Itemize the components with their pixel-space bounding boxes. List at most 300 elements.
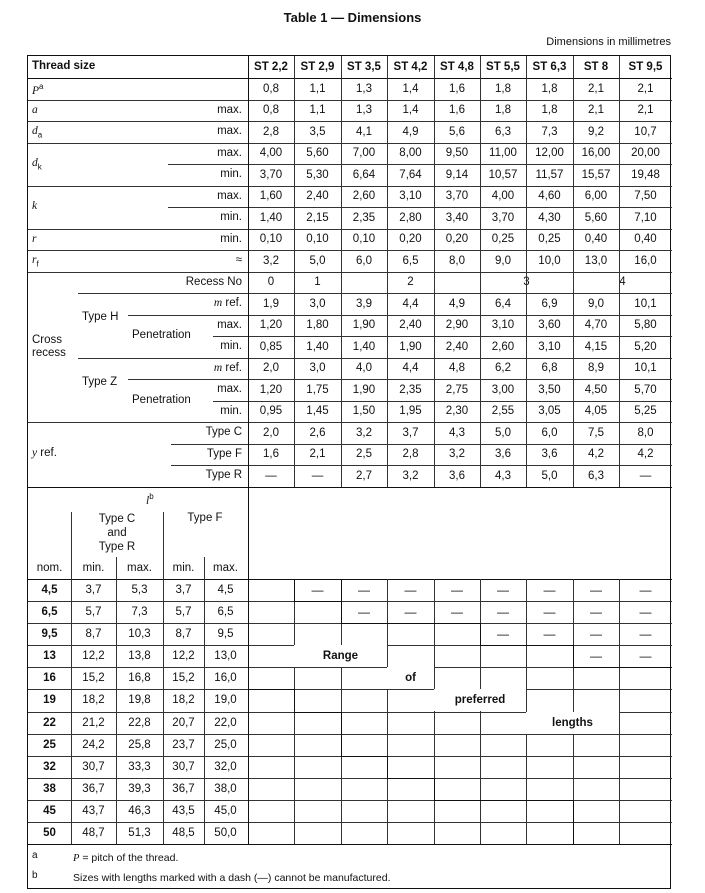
f-max-cell: 6,5 [217, 606, 234, 619]
rule [28, 272, 248, 273]
size-header-4: ST 4,8 [440, 61, 474, 73]
row-2-cell: 2,8 [263, 125, 279, 138]
row-8-cell: 5,0 [309, 254, 326, 267]
length-grid-cell [248, 667, 294, 689]
qualifier-1: max. [217, 103, 242, 116]
rule [71, 579, 72, 844]
length-grid-cell [526, 778, 573, 800]
row-2-cell: 3,5 [309, 125, 326, 138]
rule [341, 579, 342, 623]
length-grid-cell [526, 734, 573, 756]
row-4-cell: 9,14 [445, 168, 469, 181]
row-5-cell: 4,00 [491, 190, 515, 203]
length-grid-cell [294, 623, 341, 645]
yref-type_r-label: Type R [205, 469, 242, 481]
row-1-cell: 1,6 [449, 104, 465, 117]
length-grid-cell [248, 689, 294, 711]
row-3-cell: 11,00 [489, 147, 517, 160]
rule [294, 601, 341, 602]
type_h-mref-cell: 1,9 [263, 297, 279, 310]
length-grid-cell [526, 667, 573, 689]
type_z-max-cell: 3,50 [538, 383, 561, 396]
type_h-min-cell: 4,15 [584, 340, 608, 353]
length-grid-cell [248, 579, 294, 601]
qualifier-3: max. [217, 146, 242, 159]
row-4-cell: 15,57 [581, 168, 611, 181]
row-2-cell: 6,3 [495, 125, 511, 138]
length-grid-cell [526, 800, 573, 822]
cr-min-cell: 48,7 [82, 826, 105, 839]
row-8-cell: 6,0 [356, 254, 372, 267]
nom-cell: 45 [43, 804, 56, 817]
type_z-max-cell: 4,50 [584, 383, 608, 396]
row-4-cell: 10,57 [488, 168, 518, 181]
cr-max-cell: 7,3 [131, 606, 148, 619]
f-min-cell: 8,7 [175, 628, 192, 641]
length-grid-cell: — [543, 583, 556, 598]
length-grid-cell [341, 756, 387, 778]
row-7-cell: 0,25 [491, 233, 515, 246]
qualifier-5: max. [217, 189, 242, 202]
yref-type_f-label: Type F [206, 447, 242, 460]
rule [128, 379, 248, 380]
nom-cell: 38 [43, 782, 56, 795]
f-min-cell: 23,7 [172, 738, 195, 751]
row-0-cell: 1,8 [495, 82, 511, 95]
yref-type_f-cell: 3,6 [495, 448, 511, 461]
row-0-cell: 1,4 [402, 82, 419, 95]
row-1-cell: 2,1 [637, 104, 654, 117]
length-grid-cell [619, 778, 672, 800]
type-c-and-r-header: Type C and Type R [98, 512, 136, 553]
recess-no-0: 0 [267, 276, 275, 289]
l-header: $l^b$ [146, 491, 154, 507]
row-7-cell: 0,40 [584, 233, 608, 246]
qualifier-7: min. [220, 232, 242, 245]
length-grid-cell: — [451, 605, 463, 620]
f-min-cell: 12,2 [172, 650, 195, 663]
type_h-min-cell: 2,40 [445, 340, 469, 353]
length-grid-cell [480, 778, 526, 800]
size-header-1: ST 2,9 [300, 61, 335, 73]
row-5-cell: 2,40 [306, 190, 329, 203]
length-grid-cell [573, 778, 619, 800]
length-grid-cell [294, 756, 341, 778]
rule [163, 579, 164, 844]
rule [526, 56, 527, 487]
yref-type_r-cell: 3,6 [449, 469, 465, 482]
length-grid-cell [294, 822, 341, 844]
row-1-cell: 0,8 [263, 104, 279, 117]
range-word-1: of [387, 667, 434, 689]
length-grid-cell [341, 623, 387, 645]
yref-type_r-cell: 6,3 [588, 469, 604, 482]
symbol-2: $d_a$ [32, 125, 43, 140]
type_h-min-cell: 1,90 [399, 340, 422, 353]
type_z-penetration-label: Penetration [132, 393, 191, 406]
length-grid-cell [434, 822, 480, 844]
pen-min-label-0: min. [220, 340, 242, 352]
cr-max-cell: 33,3 [128, 760, 151, 773]
rule [171, 465, 248, 466]
length-grid-cell [573, 689, 619, 711]
recess-no-3: 3 [523, 276, 530, 289]
length-grid-cell [526, 689, 573, 711]
row-7-cell: 0,40 [634, 233, 657, 246]
f-max-cell: 9,5 [217, 628, 234, 641]
row-2-cell: 7,3 [541, 125, 558, 138]
f-min-cell: 36,7 [172, 782, 195, 795]
type_h-mref-cell: 6,4 [495, 297, 511, 310]
type_h-min-cell: 1,40 [352, 340, 376, 353]
length-grid-cell [387, 645, 434, 667]
nom-cell: 50 [43, 826, 56, 839]
row-3-cell: 8,00 [399, 147, 422, 160]
row-6-cell: 4,30 [538, 211, 561, 224]
length-grid-cell [526, 822, 573, 844]
length-grid-cell [387, 623, 434, 645]
cross-recess-label: Cross recess [32, 333, 66, 359]
type_z-max-cell: 5,70 [634, 383, 657, 396]
qualifier-8: ≈ [235, 254, 242, 266]
length-grid-cell [294, 734, 341, 756]
length-grid-cell [248, 645, 294, 667]
footnote-text-b: Sizes with lengths marked with a dash (—) cannot be manufactured. [73, 872, 391, 884]
type_z-min-cell: 2,55 [491, 405, 515, 418]
size-header-2: ST 3,5 [347, 61, 381, 73]
rule [294, 579, 295, 601]
length-grid-cell [387, 756, 434, 778]
row-3-cell: 5,60 [306, 147, 329, 160]
row-1-cell: 1,8 [495, 104, 511, 117]
symbol-8: $r_f$ [32, 254, 39, 269]
rule [341, 756, 387, 757]
length-grid-cell [248, 712, 294, 734]
yref-type_r-cell: 3,2 [402, 469, 419, 482]
f-max-cell: 4,5 [217, 584, 234, 597]
yref-type_c-cell: 2,6 [309, 426, 326, 439]
length-grid-cell [434, 800, 480, 822]
f-min-cell: 48,5 [172, 826, 195, 839]
cr-min-cell: 8,7 [85, 628, 102, 641]
row-4-cell: 5,30 [306, 168, 329, 181]
footnote-mark-b: b [32, 870, 38, 881]
qualifier-6: min. [220, 211, 242, 223]
symbol-7: r [32, 232, 37, 245]
length-grid-cell [526, 645, 573, 667]
symbol-3: $d_k$ [32, 157, 42, 172]
yref-label: y ref. [32, 447, 57, 460]
length-grid-cell [573, 734, 619, 756]
thread-size-label: Thread size [32, 60, 96, 72]
f-min-cell: 15,2 [172, 672, 195, 685]
type_z-max-cell: 1,20 [259, 383, 283, 396]
length-grid-cell [341, 734, 387, 756]
row-0-cell: 1,8 [541, 82, 558, 95]
cr-max-cell: 19,8 [128, 694, 151, 707]
row-5-cell: 3,70 [445, 190, 469, 203]
row-7-cell: 0,10 [306, 233, 329, 246]
rule [28, 422, 248, 423]
length-grid-cell [480, 734, 526, 756]
type_h-mref-cell: 3,9 [356, 297, 372, 310]
yref-type_c-label: Type C [205, 426, 242, 438]
row-5-cell: 4,60 [538, 190, 561, 203]
rule [434, 56, 435, 487]
length-grid-cell [573, 756, 619, 778]
rule [480, 579, 481, 844]
nom-cell: 32 [43, 760, 56, 773]
nom-cell: 4,5 [41, 584, 58, 597]
yref-type_c-cell: 7,5 [588, 426, 604, 439]
type_h-penetration-label: Penetration [132, 329, 191, 341]
pen-max-label-0: max. [217, 318, 242, 331]
cr-max-cell: 46,3 [128, 804, 151, 817]
type_h-mref-cell: 10,1 [634, 297, 657, 310]
row-5-cell: 2,60 [352, 190, 376, 203]
row-7-cell: 0,25 [538, 233, 561, 246]
f-max-cell: 13,0 [214, 650, 237, 663]
cr-min-cell: 30,7 [82, 760, 105, 773]
row-4-cell: 6,64 [352, 168, 376, 181]
f-min-header: min. [172, 562, 195, 574]
type_z-label: Type Z [82, 375, 118, 388]
row-2-cell: 4,1 [356, 125, 372, 138]
length-grid-cell [619, 822, 672, 844]
type_z-max-cell: 1,90 [352, 383, 376, 396]
recess-no-2: 2 [407, 276, 414, 289]
row-4-cell: 3,70 [259, 168, 283, 181]
type_z-mref-cell: 4,4 [402, 362, 419, 375]
row-8-cell: 9,0 [495, 254, 511, 267]
nom-cell: 9,5 [41, 628, 58, 641]
row-6-cell: 3,40 [445, 211, 469, 224]
length-grid-cell [619, 734, 672, 756]
type_z-mref-cell: 8,9 [588, 362, 604, 375]
type_z-min-cell: 1,95 [399, 405, 422, 418]
cr-min-header: min. [82, 562, 105, 574]
row-3-cell: 7,00 [352, 147, 376, 160]
row-7-cell: 0,10 [352, 233, 376, 246]
length-grid-cell [480, 756, 526, 778]
length-grid-cell [434, 734, 480, 756]
cr-min-cell: 36,7 [82, 782, 105, 795]
length-grid-cell: — [358, 605, 370, 620]
nom-cell: 13 [43, 650, 56, 663]
size-header-8: ST 9,5 [628, 61, 663, 73]
length-grid-cell [480, 667, 526, 689]
length-grid-cell [341, 822, 387, 844]
nom-cell: 16 [43, 672, 56, 685]
rule [28, 844, 672, 845]
rule [28, 100, 248, 101]
row-6-cell: 5,60 [584, 211, 608, 224]
f-min-cell: 3,7 [175, 584, 192, 597]
rule [387, 56, 388, 487]
m-ref-label-0: m ref. [213, 297, 242, 309]
f-max-cell: 32,0 [214, 760, 237, 773]
rule [341, 712, 342, 756]
length-grid-cell [573, 822, 619, 844]
rule [480, 645, 573, 646]
yref-type_r-cell: — [639, 469, 652, 482]
cr-min-cell: 15,2 [82, 672, 105, 685]
row-3-cell: 16,00 [581, 147, 611, 160]
cr-max-cell: 25,8 [128, 738, 151, 751]
cr-min-cell: 12,2 [82, 650, 105, 663]
length-grid-cell [434, 756, 480, 778]
length-grid-cell [480, 645, 526, 667]
type_h-mref-cell: 4,9 [449, 297, 465, 310]
cr-max-cell: 16,8 [128, 672, 151, 685]
length-grid-cell: — [358, 583, 370, 598]
yref-type_c-cell: 3,7 [402, 426, 419, 439]
row-6-cell: 3,70 [491, 211, 515, 224]
row-1-cell: 1,4 [402, 104, 419, 117]
type_z-min-cell: 4,05 [584, 405, 608, 418]
cr-min-cell: 18,2 [82, 694, 105, 707]
rule [171, 444, 248, 445]
cr-min-cell: 43,7 [82, 804, 105, 817]
rule [294, 56, 295, 487]
range-word-2: preferred [434, 689, 526, 711]
row-8-cell: 10,0 [538, 254, 561, 267]
length-grid-cell [480, 822, 526, 844]
length-grid-cell: — [590, 583, 602, 598]
row-3-cell: 4,00 [259, 147, 283, 160]
yref-type_r-cell: — [311, 469, 324, 482]
row-8-cell: 13,0 [584, 254, 608, 267]
f-max-cell: 25,0 [214, 738, 237, 751]
range-word-3: lengths [526, 712, 619, 734]
row-6-cell: 1,40 [259, 211, 283, 224]
yref-type_f-cell: 2,1 [309, 448, 326, 461]
length-grid-cell [619, 689, 672, 711]
type_h-max-cell: 1,20 [259, 319, 283, 332]
size-header-6: ST 6,3 [532, 61, 567, 73]
rule [480, 56, 481, 487]
length-grid-cell [248, 778, 294, 800]
row-0-cell: 0,8 [263, 82, 279, 95]
length-grid-cell [619, 800, 672, 822]
rule [213, 401, 248, 402]
f-min-cell: 5,7 [175, 606, 192, 619]
yref-type_r-cell: 4,3 [495, 469, 511, 482]
dimensions-table [27, 55, 671, 889]
rule [204, 579, 205, 844]
row-3-cell: 20,00 [631, 147, 660, 160]
cr-max-cell: 5,3 [131, 584, 148, 597]
length-grid-cell [341, 689, 387, 711]
rule [116, 579, 117, 844]
yref-type_f-cell: 1,6 [263, 448, 279, 461]
type_h-min-cell: 3,10 [538, 340, 561, 353]
type_h-max-cell: 1,80 [306, 319, 329, 332]
yref-type_c-cell: 3,2 [356, 426, 372, 439]
symbol-0: $P^a$ [32, 82, 44, 97]
rule [573, 645, 574, 667]
f-max-cell: 45,0 [214, 804, 237, 817]
length-grid-cell [294, 778, 341, 800]
length-grid-cell: — [404, 605, 417, 620]
type_z-min-cell: 1,45 [306, 405, 329, 418]
rule [434, 800, 573, 801]
length-grid-cell [387, 689, 434, 711]
f-min-cell: 30,7 [172, 760, 195, 773]
rule [294, 689, 295, 711]
rule [28, 487, 672, 488]
row-2-cell: 4,9 [402, 125, 419, 138]
length-grid-cell: — [543, 627, 556, 642]
row-4-cell: 11,57 [535, 168, 564, 181]
row-5-cell: 6,00 [584, 190, 608, 203]
type_h-label: Type H [82, 311, 119, 324]
type_z-mref-cell: 2,0 [263, 362, 279, 375]
yref-type_c-cell: 5,0 [495, 426, 511, 439]
yref-type_c-cell: 8,0 [637, 426, 654, 439]
cr-max-header: max. [127, 562, 152, 574]
type_h-max-cell: 1,90 [352, 319, 376, 332]
length-grid-cell [434, 667, 480, 689]
length-grid-cell: — [590, 627, 602, 642]
type_z-min-cell: 1,50 [352, 405, 376, 418]
yref-type_f-cell: 2,8 [402, 448, 419, 461]
recess-no-1: 1 [314, 276, 321, 289]
f-max-header: max. [213, 562, 238, 574]
length-grid-cell [619, 756, 672, 778]
cr-min-cell: 24,2 [82, 738, 105, 751]
nom-cell: 6,5 [41, 606, 58, 619]
type_z-max-cell: 3,00 [491, 383, 515, 396]
type_h-mref-cell: 4,4 [402, 297, 419, 310]
type_h-max-cell: 5,80 [634, 319, 657, 332]
row-7-cell: 0,10 [259, 233, 283, 246]
row-5-cell: 3,10 [399, 190, 422, 203]
type-f-header: Type F [187, 511, 223, 524]
type_z-min-cell: 2,30 [445, 405, 469, 418]
length-grid-cell: — [404, 583, 417, 598]
length-grid-cell [387, 800, 434, 822]
length-grid-cell: — [639, 583, 652, 598]
rule [434, 579, 435, 844]
yref-type_f-cell: 2,5 [356, 448, 372, 461]
length-grid-cell [248, 601, 294, 623]
type_h-mref-cell: 9,0 [588, 297, 604, 310]
rule [341, 56, 342, 487]
row-3-cell: 9,50 [445, 147, 469, 160]
type_h-mref-cell: 6,9 [541, 297, 558, 310]
footnote-text-a: P = pitch of the thread. [73, 852, 179, 864]
type_z-mref-cell: 10,1 [634, 362, 657, 375]
row-5-cell: 1,60 [259, 190, 283, 203]
rule [28, 250, 248, 251]
length-grid-cell [387, 712, 434, 734]
length-grid-cell [434, 778, 480, 800]
length-grid-cell: — [590, 649, 602, 664]
length-grid-cell [341, 800, 387, 822]
row-2-cell: 5,6 [449, 125, 465, 138]
type_h-max-cell: 4,70 [584, 319, 608, 332]
rule [387, 579, 388, 844]
row-6-cell: 2,15 [306, 211, 329, 224]
qualifier-2: max. [217, 125, 242, 137]
length-grid-cell: — [311, 583, 324, 598]
length-grid-cell [248, 734, 294, 756]
row-4-cell: 7,64 [399, 168, 422, 181]
nom-cell: 25 [43, 738, 56, 751]
row-0-cell: 1,1 [309, 82, 326, 95]
size-header-7: ST 8 [583, 61, 609, 73]
